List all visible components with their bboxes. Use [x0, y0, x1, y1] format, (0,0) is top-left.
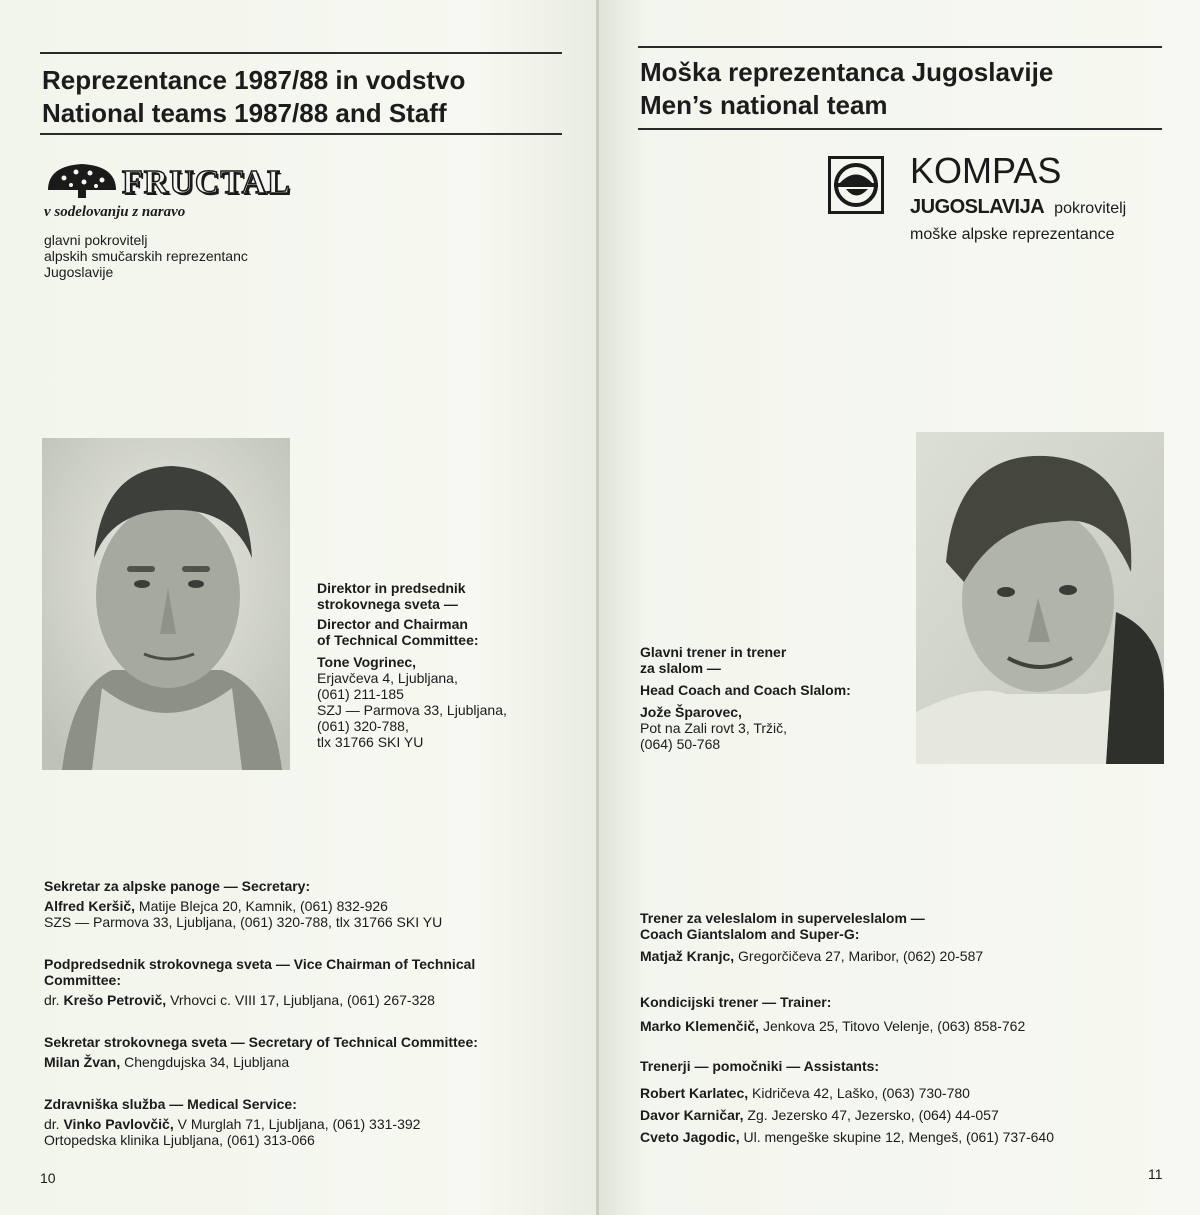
- director-address: tlx 31766 SKI YU: [317, 734, 424, 750]
- head-coach-role: za slalom —: [640, 660, 721, 676]
- left-top-rule: [40, 52, 562, 54]
- director-address: (061) 320-788,: [317, 718, 409, 734]
- staff-detail: Ul. mengeške skupine 12, Mengeš, (061) 737-640: [739, 1129, 1054, 1145]
- staff-detail: Zg. Jezersko 47, Jezersko, (064) 44-057: [743, 1107, 999, 1123]
- staff-detail: Gregorčičeva 27, Maribor, (062) 20-587: [734, 948, 984, 964]
- tech-secretary-section: [44, 1034, 478, 1070]
- kompas-jugoslavija: JUGOSLAVIJA: [910, 196, 1045, 218]
- section-role: Sekretar strokovnega sveta — Secretary of Technical Committee:: [44, 1034, 478, 1050]
- staff-entry: [44, 914, 442, 930]
- medical-section: [44, 1096, 420, 1148]
- section-role: Kondicijski trener — Trainer:: [640, 994, 832, 1010]
- staff-detail: SZS — Parmova 33, Ljubljana, (061) 320-788, tlx 31766 SKI YU: [44, 914, 443, 930]
- director-photo: [42, 438, 290, 770]
- section-role: Trenerji — pomočniki — Assistants:: [640, 1058, 880, 1074]
- fructal-description: [44, 232, 248, 280]
- right-heading: [640, 56, 1053, 122]
- head-coach-info: [640, 644, 851, 752]
- staff-prefix: dr.: [44, 1116, 64, 1132]
- director-address: Erjavčeva 4, Ljubljana,: [317, 670, 458, 686]
- right-bottom-rule: [638, 128, 1162, 130]
- director-role: strokovnega sveta —: [317, 596, 458, 612]
- head-coach-address: Pot na Zali rovt 3, Tržič,: [640, 720, 788, 736]
- staff-prefix: dr.: [44, 992, 64, 1008]
- staff-name: Milan Žvan,: [44, 1054, 121, 1070]
- left-heading-line2: National teams 1987/88 and Staff: [42, 98, 447, 128]
- staff-name: Krešo Petrovič,: [63, 992, 167, 1008]
- staff-detail: Kidričeva 42, Laško, (063) 730-780: [748, 1085, 970, 1101]
- staff-name: Matjaž Kranjc,: [640, 948, 735, 964]
- section-role: Coach Giantslalom and Super-G:: [640, 926, 860, 942]
- fructal-desc-line: glavni pokrovitelj: [44, 232, 148, 248]
- director-address: (061) 211-185: [317, 686, 404, 702]
- left-heading: [42, 64, 465, 130]
- page-number-left: 10: [40, 1170, 56, 1186]
- staff-entry: [640, 1018, 1025, 1034]
- fructal-tagline: v sodelovanju z naravo: [44, 204, 186, 220]
- director-role: Direktor in predsednik: [317, 580, 466, 596]
- staff-detail: Vrhovci c. VIII 17, Ljubljana, (061) 267-328: [166, 992, 435, 1008]
- director-role: Director and Chairman: [317, 616, 468, 632]
- section-role: Sekretar za alpske panoge — Secretary:: [44, 878, 311, 894]
- right-top-rule: [638, 46, 1162, 48]
- vice-chairman-section: [44, 956, 475, 1008]
- staff-entry: [44, 1132, 420, 1148]
- fructal-desc-line: Jugoslavije: [44, 264, 114, 280]
- staff-entry: [640, 1082, 1054, 1104]
- giantslalom-coach-section: [640, 910, 983, 964]
- staff-detail: Ortopedska klinika Ljubljana, (061) 313-066: [44, 1132, 315, 1148]
- director-role: of Technical Committee:: [317, 632, 479, 648]
- section-role: Podpredsednik strokovnega sveta — Vice Chairman of Technical: [44, 956, 476, 972]
- staff-detail: Matije Blejca 20, Kamnik, (061) 832-926: [135, 898, 388, 914]
- staff-name: Vinko Pavlovčič,: [63, 1116, 174, 1132]
- kompas-subtitle: [910, 196, 1126, 219]
- fructal-desc-line: alpskih smučarskih reprezentanc: [44, 248, 248, 264]
- staff-entry: [640, 1104, 1054, 1126]
- left-bottom-rule: [40, 133, 562, 135]
- tree-icon: [44, 160, 120, 200]
- staff-name: Marko Klemenčič,: [640, 1018, 760, 1034]
- head-coach-photo: [916, 432, 1164, 764]
- staff-entry: [44, 898, 442, 914]
- kompas-sponsor-desc: moške alpske reprezentance: [910, 226, 1115, 243]
- section-role: Committee:: [44, 972, 122, 988]
- trainer-section: [640, 994, 1025, 1034]
- kompas-wordmark: KOMPAS: [910, 150, 1062, 191]
- staff-name: Robert Karlatec,: [640, 1085, 749, 1101]
- head-coach-address: (064) 50-768: [640, 736, 721, 752]
- director-address: SZJ — Parmova 33, Ljubljana,: [317, 702, 507, 718]
- secretary-section: [44, 878, 442, 930]
- staff-entry: [640, 1126, 1054, 1148]
- director-info: [317, 580, 507, 750]
- right-heading-line1: Moška reprezentanca Jugoslavije: [640, 57, 1054, 87]
- staff-name: Alfred Keršič,: [44, 898, 136, 914]
- head-coach-role: Glavni trener in trener: [640, 644, 787, 660]
- right-heading-line2: Men’s national team: [640, 90, 888, 120]
- section-role: Zdravniška služba — Medical Service:: [44, 1096, 297, 1112]
- staff-detail: Jenkova 25, Titovo Velenje, (063) 858-762: [759, 1018, 1026, 1034]
- staff-entry: [44, 1054, 478, 1070]
- fructal-wordmark: FRUCTAL: [122, 164, 291, 201]
- head-coach-name: Jože Šparovec,: [640, 704, 742, 720]
- book-spine: [596, 0, 599, 1215]
- page-number-right: 11: [1148, 1166, 1163, 1182]
- section-role: Trener za veleslalom in superveleslalom —: [640, 910, 925, 926]
- staff-entry: [44, 992, 475, 1008]
- kompas-emblem-icon: [828, 156, 884, 214]
- assistants-section: [640, 1058, 1054, 1148]
- staff-detail: V Murglah 71, Ljubljana, (061) 331-392: [173, 1116, 421, 1132]
- staff-name: Cveto Jagodic,: [640, 1129, 740, 1145]
- head-coach-role: Head Coach and Coach Slalom:: [640, 682, 851, 698]
- staff-entry: [44, 1116, 420, 1132]
- director-name: Tone Vogrinec,: [317, 654, 417, 670]
- kompas-sponsor-label: pokrovitelj: [1054, 200, 1127, 217]
- left-heading-line1: Reprezentance 1987/88 in vodstvo: [42, 65, 466, 95]
- staff-entry: [640, 948, 983, 964]
- staff-name: Davor Karničar,: [640, 1107, 744, 1123]
- staff-detail: Chengdujska 34, Ljubljana: [120, 1054, 290, 1070]
- fructal-logo: [44, 160, 291, 220]
